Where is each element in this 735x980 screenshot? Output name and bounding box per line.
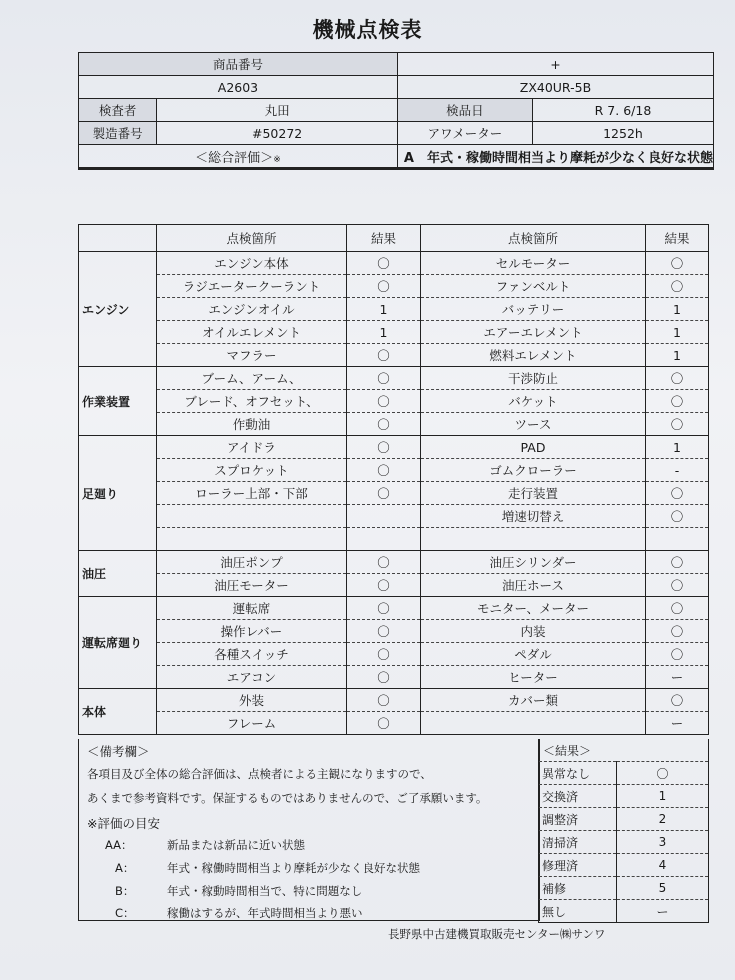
check-result: 1 <box>646 344 709 367</box>
check-item: バッテリー <box>421 298 646 321</box>
hour-meter-value: 1252h <box>532 122 713 145</box>
serial-number-label: 製造番号 <box>79 122 157 145</box>
result-legend-heading: ＜結果＞ <box>539 739 709 762</box>
check-result: 〇 <box>347 459 421 482</box>
check-item: バケット <box>421 390 646 413</box>
check-item: ブレード、オフセット、 <box>157 390 347 413</box>
check-item: セルモーター <box>421 252 646 275</box>
page-title: 機械点検表 <box>312 18 423 42</box>
notes-heading: ＜備考欄＞ <box>87 744 150 759</box>
check-item: エアコン <box>157 666 347 689</box>
col-header-item: 点検箇所 <box>157 225 347 252</box>
header-table <box>78 52 714 170</box>
legend-row <box>539 762 709 785</box>
legend-row <box>539 900 709 923</box>
table-row <box>79 298 709 321</box>
check-item: アイドラ <box>157 436 347 459</box>
table-row <box>79 666 709 689</box>
table-row <box>79 551 709 574</box>
check-result: - <box>646 459 709 482</box>
check-item: 油圧ポンプ <box>157 551 347 574</box>
category-label: 作業装置 <box>79 367 157 436</box>
check-result: 〇 <box>347 620 421 643</box>
model-name: ZX40UR-5B <box>397 76 713 99</box>
legend-symbol: 1 <box>617 785 709 808</box>
check-result: 1 <box>646 436 709 459</box>
inspector-name: 丸田 <box>157 99 398 122</box>
table-row <box>79 390 709 413</box>
check-result: 〇 <box>347 482 421 505</box>
inspection-date-label: 検品日 <box>397 99 532 122</box>
check-item: 燃料エレメント <box>421 344 646 367</box>
check-result: 〇 <box>347 390 421 413</box>
table-row <box>79 643 709 666</box>
hour-meter-label: アワメーター <box>397 122 532 145</box>
legend-symbol: ー <box>617 900 709 923</box>
table-row <box>79 321 709 344</box>
check-item: 内装 <box>421 620 646 643</box>
legend-label: 異常なし <box>539 762 617 785</box>
check-item: ペダル <box>421 643 646 666</box>
grade-code: B： <box>115 884 135 898</box>
serial-number: #50272 <box>157 122 398 145</box>
product-number-label: 商品番号 <box>79 53 398 76</box>
check-result: 〇 <box>646 275 709 298</box>
category-label: 本体 <box>79 689 157 735</box>
check-result: 1 <box>646 321 709 344</box>
grade-guide-heading: ※評価の目安 <box>87 816 160 831</box>
grade-text: 稼働はするが、年式時間相当より悪い <box>167 906 363 920</box>
check-result: 〇 <box>347 712 421 735</box>
table-row <box>79 620 709 643</box>
check-result: ー <box>646 712 709 735</box>
check-result: 〇 <box>646 620 709 643</box>
check-item: ファンベルト <box>421 275 646 298</box>
legend-row <box>539 785 709 808</box>
table-row <box>79 597 709 620</box>
check-result: 〇 <box>646 551 709 574</box>
notes-line: あくまで参考資料です。保証するものではありませんので、ご了承願います。 <box>87 791 488 805</box>
check-result: 〇 <box>347 436 421 459</box>
check-item: 走行装置 <box>421 482 646 505</box>
col-header-item: 点検箇所 <box>421 225 646 252</box>
category-label: 足廻り <box>79 436 157 551</box>
check-result: ー <box>646 666 709 689</box>
table-row <box>79 275 709 298</box>
check-item: マフラー <box>157 344 347 367</box>
check-result: 〇 <box>646 367 709 390</box>
table-row <box>79 482 709 505</box>
legend-row <box>539 831 709 854</box>
notes-line: 各項目及び全体の総合評価は、点検者による主観になりますので、 <box>87 767 432 781</box>
legend-label: 無し <box>539 900 617 923</box>
grade-text: 年式・稼働時間相当より摩耗が少なく良好な状態 <box>167 861 420 875</box>
inspection-table <box>78 224 709 735</box>
check-result: 〇 <box>347 367 421 390</box>
legend-symbol: 2 <box>617 808 709 831</box>
result-legend <box>538 739 709 923</box>
legend-row <box>539 877 709 900</box>
category-label: エンジン <box>79 252 157 367</box>
legend-label: 補修 <box>539 877 617 900</box>
check-item: 油圧ホース <box>421 574 646 597</box>
check-item: エンジン本体 <box>157 252 347 275</box>
check-result: 〇 <box>347 551 421 574</box>
legend-label: 交換済 <box>539 785 617 808</box>
check-item: オイルエレメント <box>157 321 347 344</box>
check-item: カバー類 <box>421 689 646 712</box>
check-item: 干渉防止 <box>421 367 646 390</box>
check-item: 各種スイッチ <box>157 643 347 666</box>
grade-code: C： <box>115 906 135 920</box>
grade-code: AA： <box>105 838 133 852</box>
check-item: ヒーター <box>421 666 646 689</box>
check-item: 運転席 <box>157 597 347 620</box>
check-item: ラジエータークーラント <box>157 275 347 298</box>
check-item <box>421 712 646 735</box>
check-item: フレーム <box>157 712 347 735</box>
legend-symbol: 3 <box>617 831 709 854</box>
table-row <box>79 574 709 597</box>
legend-label: 清掃済 <box>539 831 617 854</box>
check-item: スプロケット <box>157 459 347 482</box>
check-result: 1 <box>347 321 421 344</box>
product-number: A2603 <box>79 76 398 99</box>
table-row <box>79 459 709 482</box>
inspector-label: 検査者 <box>79 99 157 122</box>
table-row <box>79 367 709 390</box>
check-result: 〇 <box>347 413 421 436</box>
table-row <box>79 689 709 712</box>
corner-cell <box>79 225 157 252</box>
legend-symbol: 〇 <box>617 762 709 785</box>
check-result: 〇 <box>646 574 709 597</box>
legend-row <box>539 854 709 877</box>
check-result: 〇 <box>347 574 421 597</box>
table-row <box>79 712 709 735</box>
legend-symbol: 4 <box>617 854 709 877</box>
legend-symbol: 5 <box>617 877 709 900</box>
check-item <box>157 528 347 551</box>
check-item: エンジンオイル <box>157 298 347 321</box>
check-item: エアーエレメント <box>421 321 646 344</box>
check-result: 〇 <box>646 597 709 620</box>
check-item: モニター、メーター <box>421 597 646 620</box>
table-row <box>79 528 709 551</box>
check-result: 1 <box>646 298 709 321</box>
check-result: 〇 <box>347 252 421 275</box>
legend-label: 修理済 <box>539 854 617 877</box>
legend-label: 調整済 <box>539 808 617 831</box>
check-result: 〇 <box>646 643 709 666</box>
check-item <box>421 528 646 551</box>
check-result: 〇 <box>646 505 709 528</box>
check-result: 〇 <box>347 689 421 712</box>
table-row <box>79 252 709 275</box>
check-result: 〇 <box>646 390 709 413</box>
notes-box <box>78 739 540 921</box>
check-result: 〇 <box>347 344 421 367</box>
check-result: 〇 <box>646 413 709 436</box>
check-result <box>347 528 421 551</box>
check-item: 操作レバー <box>157 620 347 643</box>
check-item: 増速切替え <box>421 505 646 528</box>
grade-code: A： <box>115 861 135 875</box>
check-result: 〇 <box>347 643 421 666</box>
check-result: 〇 <box>347 275 421 298</box>
check-result: 〇 <box>347 597 421 620</box>
category-label: 運転席廻り <box>79 597 157 689</box>
table-row <box>79 413 709 436</box>
legend-row <box>539 808 709 831</box>
footer-company: 長野県中古建機買取販売センター㈱サンワ <box>388 927 606 941</box>
category-label: 油圧 <box>79 551 157 597</box>
plus-mark: + <box>397 53 713 76</box>
check-item: 作動油 <box>157 413 347 436</box>
overall-eval-value: A 年式・稼働時間相当より摩耗が少なく良好な状態 <box>397 145 713 169</box>
check-result <box>347 505 421 528</box>
check-result: 1 <box>347 298 421 321</box>
table-row <box>79 344 709 367</box>
check-item: 油圧シリンダー <box>421 551 646 574</box>
check-item: ツース <box>421 413 646 436</box>
table-row <box>79 436 709 459</box>
check-item: 外装 <box>157 689 347 712</box>
check-item: ローラー上部・下部 <box>157 482 347 505</box>
col-header-result: 結果 <box>646 225 709 252</box>
check-result <box>646 528 709 551</box>
check-result: 〇 <box>347 666 421 689</box>
check-item: ブーム、アーム、 <box>157 367 347 390</box>
check-result: 〇 <box>646 482 709 505</box>
check-item: 油圧モーター <box>157 574 347 597</box>
col-header-result: 結果 <box>347 225 421 252</box>
overall-eval-label: ＜総合評価＞※ <box>79 145 398 169</box>
grade-text: 新品または新品に近い状態 <box>167 838 305 852</box>
check-item: ゴムクローラー <box>421 459 646 482</box>
inspection-date: R 7. 6/18 <box>532 99 713 122</box>
table-row <box>79 505 709 528</box>
check-item <box>157 505 347 528</box>
check-result: 〇 <box>646 689 709 712</box>
check-result: 〇 <box>646 252 709 275</box>
check-item: PAD <box>421 436 646 459</box>
grade-text: 年式・稼動時間相当で、特に問題なし <box>167 884 363 898</box>
